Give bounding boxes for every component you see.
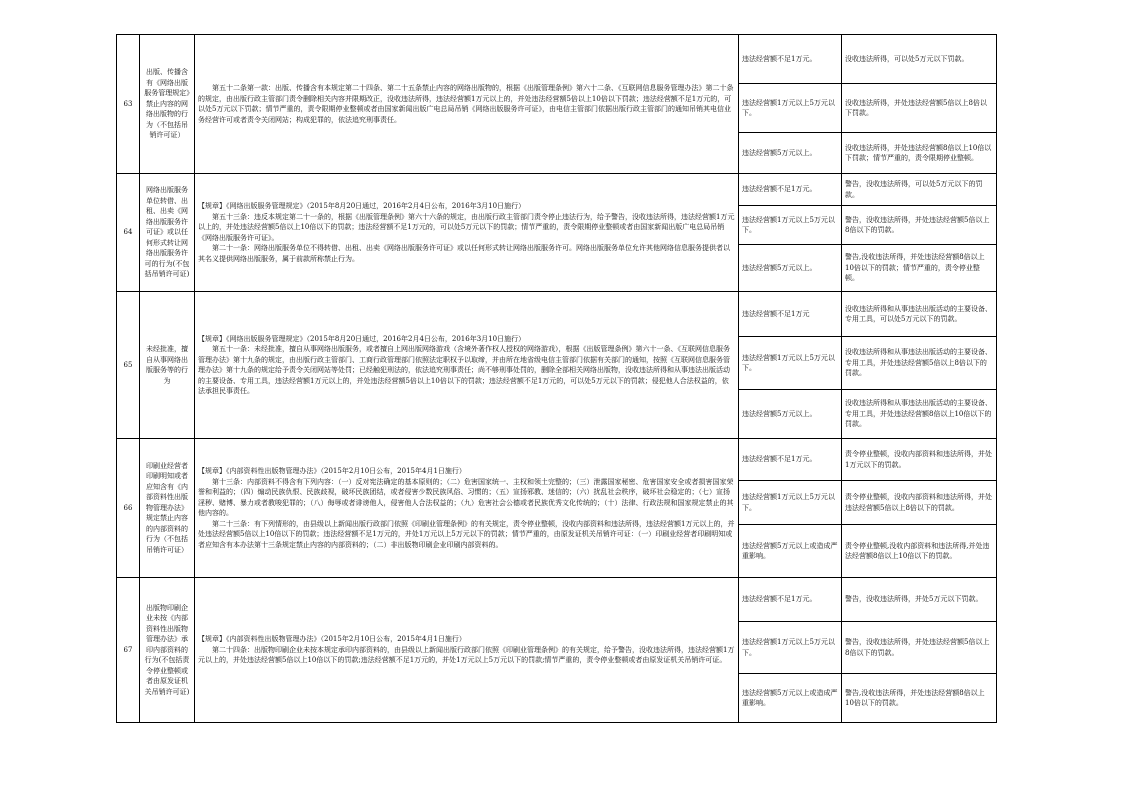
table-row — [117, 578, 997, 622]
legal-basis — [195, 439, 739, 578]
legal-basis-paragraph: 第十三条：内部资料不得含有下列内容：（一）反对宪法确定的基本原则的；（二）危害国家统一、主权和领土完整的；（三）泄露国家秘密、危害国家安全或者损害国家荣誉和利益的；（四）煽动民族仇恨、民族歧视，破坏民族团结，或者侵害少数民族风俗、习惯的；（五）宣扬邪教、迷信的；（六）扰乱社会秩序，破坏社会稳定的；（七）宣扬淫秽、赌博、暴力或者教唆犯罪的；（八）侮辱或者诽谤他人，侵害他人合法权益的；（九）危害社会公德或者民族优秀文化传统的；（十）法律、行政法规和国家规定禁止的其他内容的。 — [198, 477, 734, 517]
amount-condition: 违法经营额不足1万元 — [739, 292, 842, 337]
item-number: 67 — [117, 578, 140, 723]
item-number: 66 — [117, 439, 140, 578]
table-row — [117, 292, 997, 337]
amount-condition: 违法经营额1万元以上5万元以下。 — [739, 206, 842, 245]
table-row — [117, 439, 997, 481]
item-number: 63 — [117, 35, 140, 174]
penalty-standard: 责令停业整顿，没收内部资料和违法所得，并处1万元以下的罚款。 — [842, 439, 997, 481]
legal-basis-paragraph: 第二十四条：出版物印刷企业未按本规定承印内部资料的，由县级以上新闻出版行政部门依照《印刷业管理条例》的有关规定，给予警告，没收违法所得，违法经营额1万元以上的，并处违法经营额5倍以上10倍以下的罚款;违法经营额不足1万元的，并处1万元以上5万元以下的罚款;情节严重的，责令停业整顿或者由原发证机关吊销许可证。 — [198, 645, 735, 665]
amount-condition: 违法经营额5万元以上或造成严重影响。 — [739, 674, 842, 723]
legal-basis — [195, 578, 739, 723]
item-number: 64 — [117, 174, 140, 292]
penalty-standard: 警告，没收违法所得，并处违法经营额5倍以上8倍以下的罚款。 — [842, 622, 997, 674]
legal-basis — [195, 35, 739, 174]
legal-basis-paragraph: 【规章】《网络出版服务管理规定》（2015年8月20日通过，2016年2月4日公布，2016年3月10日施行） — [198, 334, 526, 343]
amount-condition: 违法经营额1万元以上5万元以下。 — [739, 337, 842, 390]
penalty-table-body — [117, 35, 997, 723]
legal-basis — [195, 292, 739, 439]
violation-behavior: 出版物印刷企业未按《内部资料性出版物管理办法》承印内部资料的行为(不包括责令停业整顿或者由原发证机关吊销许可证) — [140, 578, 195, 723]
penalty-standard: 警告,没收违法所得，并处违法经营额8倍以上10倍以下的罚款。 — [842, 674, 997, 723]
penalty-standard: 没收违法所得，可以处5万元以下罚款。 — [842, 35, 997, 84]
item-number: 65 — [117, 292, 140, 439]
legal-basis-paragraph: 【规章】《内部资料性出版物管理办法》（2015年2月10日公布，2015年4月1日施行） — [198, 635, 466, 644]
violation-behavior: 印刷业经营者印刷明知或者应知含有《内部资料性出版物管理办法》规定禁止内容的内部资料的行为（不包括吊销许可证） — [140, 439, 195, 578]
violation-behavior: 网络出版服务单位转借、出租、出卖《网络出版服务许可证》或以任何形式转让网络出版服务许可的行为(不包括吊销许可证) — [140, 174, 195, 292]
penalty-standard: 没收违法所得和从事违法出版活动的主要设备、专用工具，并处违法经营额8倍以上10倍以下的罚款。 — [842, 390, 997, 439]
legal-basis-paragraph: 第二十一条：网络出版服务单位不得转借、出租、出卖《网络出版服务许可证》或以任何形式转让网络出版服务许可。网络出版服务单位允许其他网络信息服务提供者以其名义提供网络出版服务，属于前款所称禁止行为。 — [198, 244, 730, 263]
penalty-standard: 没收违法所得，并处违法经营额5倍以上8倍以下罚款。 — [842, 84, 997, 133]
penalty-standard: 警告，没收违法所得，并处5万元以下罚款。 — [842, 578, 997, 622]
amount-condition: 违法经营额5万元以上。 — [739, 133, 842, 174]
penalty-standard: 警告，没收违法所得，并处违法经营额5倍以上8倍以下的罚款。 — [842, 206, 997, 245]
penalty-standard: 责令停业整顿，没收内部资料和违法所得，并处违法经营额5倍以上8倍以下的罚款。 — [842, 481, 997, 525]
penalty-table — [116, 34, 997, 723]
table-row — [117, 174, 997, 206]
amount-condition: 违法经营额1万元以上5万元以下。 — [739, 84, 842, 133]
amount-condition: 违法经营额不足1万元。 — [739, 174, 842, 206]
legal-basis-paragraph: 【规章】《内部资料性出版物管理办法》（2015年2月10日公布，2015年4月1日施行） — [198, 467, 466, 475]
penalty-standard: 没收违法所得和从事违法出版活动的主要设备、专用工具，可以处5万元以下的罚款。 — [842, 292, 997, 337]
amount-condition: 违法经营额5万元以上或造成严重影响。 — [739, 525, 842, 578]
amount-condition: 违法经营额5万元以上。 — [739, 390, 842, 439]
violation-behavior: 未经批准，擅自从事网络出版服务等的行为 — [140, 292, 195, 439]
penalty-standard: 警告，没收违法所得，可以处5万元以下的罚款。 — [842, 174, 997, 206]
penalty-standard: 警告,没收违法所得，并处违法经营额8倍以上10倍以下的罚款；情节严重的，责令停业整顿。 — [842, 245, 997, 292]
legal-basis-paragraph: 第五十一条：未经批准，擅自从事网络出版服务，或者擅自上网出版网络游戏（含境外著作权人授权的网络游戏），根据《出版管理条例》第六十一条、《互联网信息服务管理办法》第十九条的规定，由出版行政主管部门、工商行政管理部门依照法定职权予以取缔，并由所在地省级电信主管部门依据有关部门的通知，按照《互联网信息服务管理办法》第十九条的规定给予责令关闭网站等处罚；已经触犯刑法的，依法追究刑事责任；尚不够刑事处罚的，删除全部相关网络出版物，没收违法所得和从事违法出版活动的主要设备、专用工具，违法经营额1万元以上的，并处违法经营额5倍以上10倍以下的罚款；违法经营额不足1万元的，可以处5万元以下的罚款；侵犯他人合法权益的，依法承担民事责任。 — [198, 345, 730, 395]
penalty-standard: 没收违法所得和从事违法出版活动的主要设备、专用工具，并处违法经营额5倍以上8倍以下的罚款。 — [842, 337, 997, 390]
penalty-standard: 责令停业整顿,没收内部资料和违法所得,并处违法经营额8倍以上10倍以下的罚款。 — [842, 525, 997, 578]
amount-condition: 违法经营额1万元以上5万元以下。 — [739, 481, 842, 525]
penalty-standard: 没收违法所得，并处违法经营额8倍以上10倍以下罚款；情节严重的，责令限期停业整顿。 — [842, 133, 997, 174]
legal-basis-paragraph: 第五十二条第一款：出版、传播含有本规定第二十四条、第二十五条禁止内容的网络出版物的，根据《出版管理条例》第六十二条、《互联网信息服务管理办法》第二十条的规定，由出版行政主管部门责令删除相关内容并限期改正，没收违法所得，违法经营额1万元以上的，并处违法经营额5倍以上10倍以下罚款；违法经营额不足1万元的，可以处5万元以下罚款；情节严重的，责令限期停业整顿或者由国家新闻出版广电总局吊销《网络出版服务许可证》，由电信主管部门依据出版行政主管部门的通知吊销其电信业务经营许可或者责令关闭网站；构成犯罪的，依法追究刑事责任。 — [198, 84, 734, 124]
legal-basis-paragraph: 第二十三条：有下列情形的，由县级以上新闻出版行政部门依照《印刷业管理条例》的有关规定，责令停业整顿，没收内部资料和违法所得，违法经营额1万元以上的，并处违法经营额5倍以上10倍以下的罚款；违法经营额不足1万元的，并处1万元以上5万元以下的罚款；情节严重的，由原发证机关吊销许可证：（一）印刷业经营者印刷明知或者应知含有本办法第十三条规定禁止内容的内部资料的；（二）非出版物印刷企业印刷内部资料的。 — [198, 519, 735, 549]
violation-behavior: 出版、传播含有《网络出版服务管理规定》禁止内容的网络出版物的行为（不包括吊销许可证） — [140, 35, 195, 174]
amount-condition: 违法经营额不足1万元。 — [739, 578, 842, 622]
amount-condition: 违法经营额5万元以上。 — [739, 245, 842, 292]
legal-basis — [195, 174, 739, 292]
table-row — [117, 35, 997, 84]
amount-condition: 违法经营额不足1万元。 — [739, 439, 842, 481]
amount-condition: 违法经营额不足1万元。 — [739, 35, 842, 84]
amount-condition: 违法经营额1万元以上5万元以下。 — [739, 622, 842, 674]
legal-basis-paragraph: 【规章】《网络出版服务管理规定》（2015年8月20日通过，2016年2月4日公布，2016年3月10日施行） — [198, 202, 526, 210]
legal-basis-paragraph: 第五十三条：违反本规定第二十一条的，根据《出版管理条例》第六十六条的规定，由出版行政主管部门责令停止违法行为，给予警告，没收违法所得，违法经营额1万元以上的，并处违法经营额5倍以上10倍以下的罚款；违法经营额不足1万元的，可以处5万元以下的罚款；情节严重的，责令限期停业整顿或者由国家新闻出版广电总局吊销《网络出版服务许可证》。 — [198, 212, 735, 242]
